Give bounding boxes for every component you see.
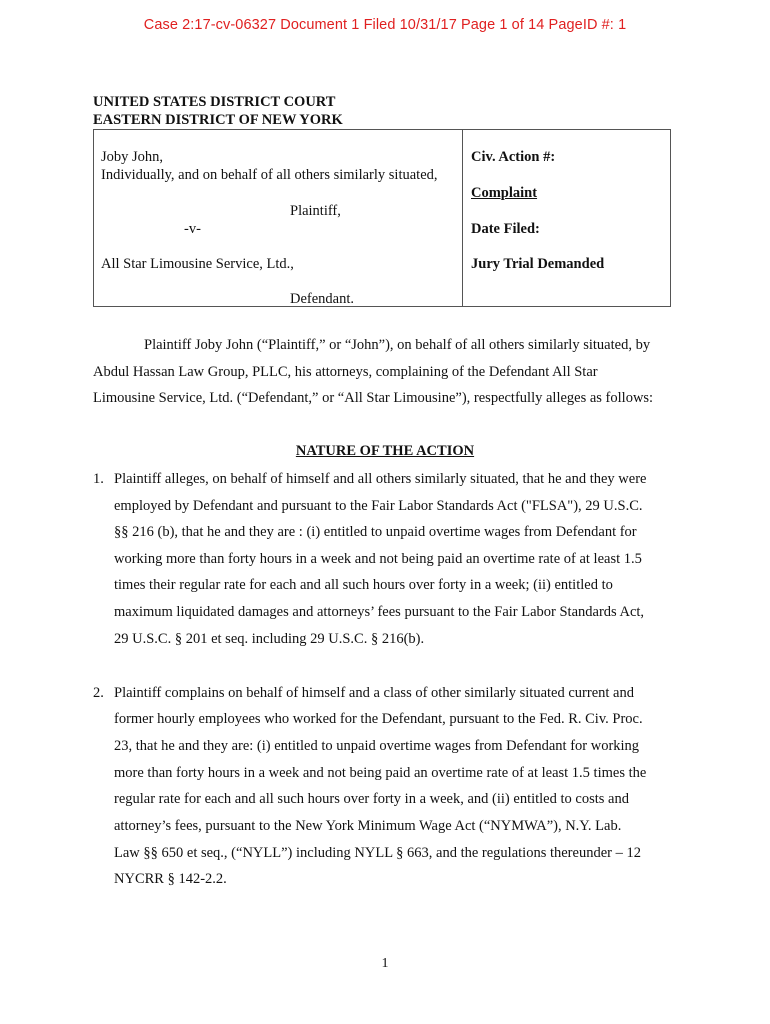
paragraph-line: §§ 216 (b), that he and they are : (i) entitled to unpaid overtime wages from Defendant for (114, 524, 637, 540)
document-type: Complaint (471, 185, 538, 201)
paragraph-line: Plaintiff complains on behalf of himself and a class of other similarly situated current and (114, 685, 634, 701)
case-header-stamp: Case 2:17-cv-06327 Document 1 Filed 10/31/17 Page 1 of 14 PageID #: 1 (143, 17, 627, 33)
caption-divider (462, 129, 463, 307)
versus: -v- (184, 221, 201, 237)
plaintiff-label: Plaintiff, (290, 203, 341, 219)
paragraph-line: 23, that he and they are: (i) entitled to unpaid overtime wages from Defendant for working (114, 738, 640, 754)
section-heading: NATURE OF THE ACTION (295, 443, 475, 459)
paragraph-number: 2. (93, 685, 104, 701)
paragraph-line: working more than forty hours in a week and not being paid an overtime rate of at least 1.5 (114, 551, 642, 567)
paragraph-line: 29 U.S.C. § 201 et seq. including 29 U.S.C. § 216(b). (114, 631, 425, 647)
paragraph-line: regular rate for each and all such hours over forty in a week, and (ii) entitled to costs and (114, 791, 629, 807)
paragraph-line: employed by Defendant and pursuant to the Fair Labor Standards Act ("FLSA"), 29 U.S.C. (114, 498, 643, 514)
defendant-label: Defendant. (290, 291, 355, 307)
paragraph-line: Plaintiff alleges, on behalf of himself and all others similarly situated, that he and they were (114, 471, 647, 487)
case-caption-box (93, 129, 671, 307)
plaintiff-name: Joby John, (101, 149, 164, 165)
intro-line: Plaintiff Joby John (“Plaintiff,” or “John”), on behalf of all others similarly situated, by (144, 337, 651, 353)
plaintiff-description: Individually, and on behalf of all others similarly situated, (101, 167, 438, 183)
court-name-line2: EASTERN DISTRICT OF NEW YORK (93, 112, 343, 128)
page-number: 1 (381, 956, 389, 971)
paragraph-line: more than forty hours in a week and not being paid an overtime rate of at least 1.5 times the (114, 765, 647, 781)
paragraph-line: maximum liquidated damages and attorneys’ fees pursuant to the Fair Labor Standards Act, (114, 604, 645, 620)
date-filed-label: Date Filed: (471, 221, 540, 237)
paragraph-line: times their regular rate for each and all such hours over forty in a week; (ii) entitled to (114, 577, 613, 593)
paragraph-number: 1. (93, 471, 104, 487)
paragraph-line: former hourly employees who worked for the Defendant, pursuant to the Fed. R. Civ. Proc. (114, 711, 643, 727)
paragraph-line: NYCRR § 142-2.2. (114, 871, 227, 887)
jury-demand: Jury Trial Demanded (471, 256, 605, 272)
civ-action-label: Civ. Action #: (471, 149, 556, 165)
court-name-line1: UNITED STATES DISTRICT COURT (93, 94, 336, 110)
intro-line: Abdul Hassan Law Group, PLLC, his attorneys, complaining of the Defendant All Star (93, 364, 598, 380)
intro-line: Limousine Service, Ltd. (“Defendant,” or “All Star Limousine”), respectfully alleges as follows: (93, 390, 654, 406)
paragraph-line: Law §§ 650 et seq., (“NYLL”) including NYLL § 663, and the regulations thereunder – 12 (114, 845, 641, 861)
paragraph-line: attorney’s fees, pursuant to the New York Minimum Wage Act (“NYMWA”), N.Y. Lab. (114, 818, 622, 834)
defendant-name: All Star Limousine Service, Ltd., (101, 256, 294, 272)
